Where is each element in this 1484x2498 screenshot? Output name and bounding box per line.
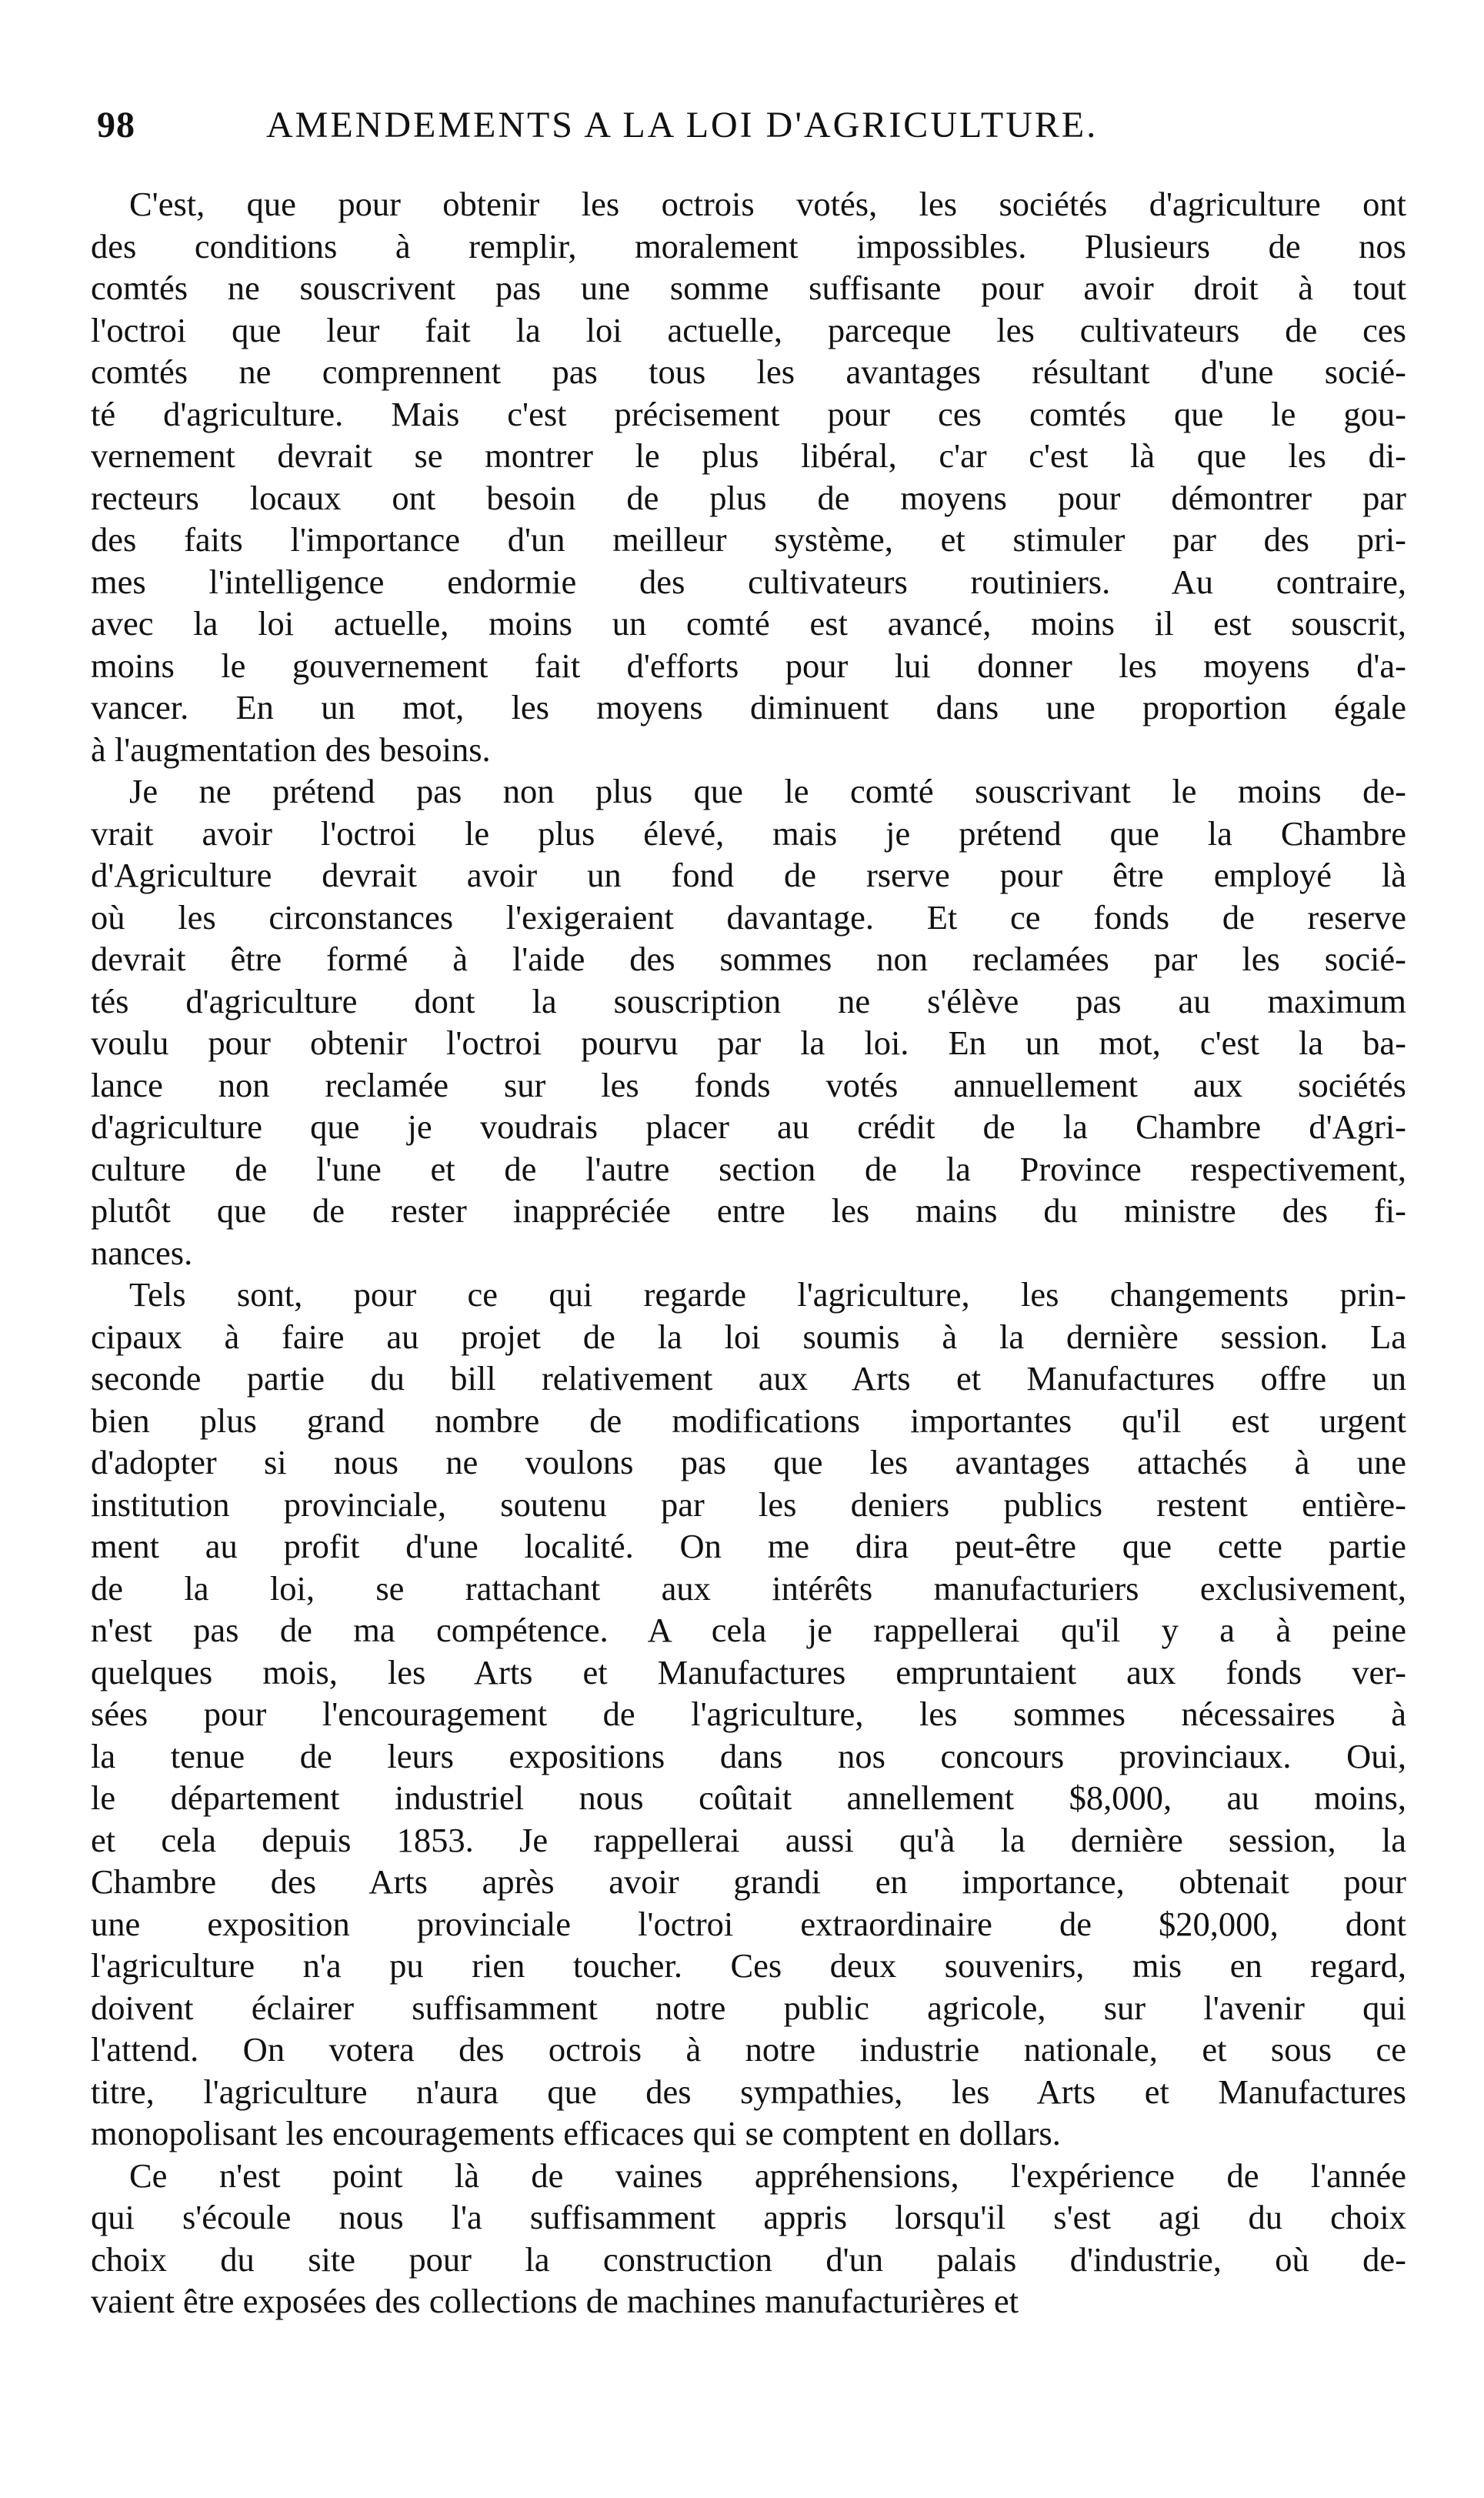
paragraph	[91, 770, 1406, 1274]
text-line: nances.	[91, 1233, 193, 1272]
text-line: d'adopter si nous ne voulons pas que les avantages attachés à une	[91, 1443, 1406, 1481]
text-line: Tels sont, pour ce qui regarde l'agriculture, les changements prin-	[129, 1275, 1406, 1314]
body-text	[91, 183, 1406, 2323]
text-line: recteurs locaux ont besoin de plus de moyens pour démontrer par	[91, 478, 1406, 517]
text-line: moins le gouvernement fait d'efforts pour lui donner les moyens d'a-	[91, 646, 1406, 685]
text-line: seconde partie du bill relativement aux Arts et Manufactures offre un	[91, 1359, 1406, 1398]
text-line: titre, l'agriculture n'aura que des sympathies, les Arts et Manufactures	[91, 2072, 1406, 2111]
running-header	[97, 104, 1405, 158]
text-line: la tenue de leurs expositions dans nos concours provinciaux. Oui,	[91, 1736, 1406, 1775]
text-line: l'attend. On votera des octrois à notre industrie nationale, et sous ce	[91, 2030, 1406, 2069]
page-number: 98	[97, 105, 135, 145]
text-line: culture de l'une et de l'autre section de la Province respectivement,	[91, 1149, 1406, 1188]
text-line: choix du site pour la construction d'un palais d'industrie, où de-	[91, 2239, 1406, 2279]
text-line: té d'agriculture. Mais c'est précisement pour ces comtés que le gou-	[91, 394, 1406, 433]
text-line: avec la loi actuelle, moins un comté est avancé, moins il est souscrit,	[91, 604, 1406, 643]
paragraph	[91, 1274, 1406, 2155]
text-line: des faits l'importance d'un meilleur système, et stimuler par des pri-	[91, 520, 1406, 559]
text-line: l'octroi que leur fait la loi actuelle, parceque les cultivateurs de ces	[91, 310, 1406, 349]
text-line: vancer. En un mot, les moyens diminuent dans une proportion égale	[91, 688, 1406, 726]
text-line: qui s'écoule nous l'a suffisamment appris lorsqu'il s'est agi du choix	[91, 2198, 1406, 2236]
text-line: doivent éclairer suffisamment notre public agricole, sur l'avenir qui	[91, 1988, 1406, 2027]
text-line: à l'augmentation des besoins.	[91, 730, 491, 769]
text-line: lance non reclamée sur les fonds votés annuellement aux sociétés	[91, 1065, 1406, 1104]
text-line: comtés ne souscrivent pas une somme suffisante pour avoir droit à tout	[91, 269, 1406, 307]
text-line: de la loi, se rattachant aux intérêts manufacturiers exclusivement,	[91, 1568, 1406, 1608]
text-line: devrait être formé à l'aide des sommes non reclamées par les socié-	[91, 940, 1406, 978]
text-line: où les circonstances l'exigeraient davantage. Et ce fonds de reserve	[91, 897, 1406, 937]
text-line: d'agriculture que je voudrais placer au crédit de la Chambre d'Agri-	[91, 1107, 1406, 1146]
text-line: vrait avoir l'octroi le plus élevé, mais je prétend que la Chambre	[91, 813, 1406, 853]
text-line: Ce n'est point là de vaines appréhensions, l'expérience de l'année	[129, 2156, 1406, 2195]
text-line: Je ne prétend pas non plus que le comté souscrivant le moins de-	[129, 772, 1406, 810]
text-line: des conditions à remplir, moralement impossibles. Plusieurs de nos	[91, 226, 1406, 265]
text-line: C'est, que pour obtenir les octrois votés, les sociétés d'agriculture ont	[129, 185, 1406, 223]
text-line: vaient être exposées des collections de machines manufacturières et	[91, 2282, 1019, 2320]
text-line: n'est pas de ma compétence. A cela je rappellerai qu'il y a à peine	[91, 1611, 1406, 1649]
text-line: Chambre des Arts après avoir grandi en importance, obtenait pour	[91, 1862, 1406, 1901]
text-line: monopolisant les encouragements efficaces qui se comptent en dollars.	[91, 2114, 1061, 2152]
book-page	[91, 0, 1406, 2498]
text-line: mes l'intelligence endormie des cultivateurs routiniers. Au contraire,	[91, 562, 1406, 601]
text-line: vernement devrait se montrer le plus libéral, c'ar c'est là que les di-	[91, 436, 1406, 475]
text-line: voulu pour obtenir l'octroi pourvu par la loi. En un mot, c'est la ba-	[91, 1024, 1406, 1062]
text-line: le département industriel nous coûtait annellement $8,000, au moins,	[91, 1778, 1406, 1817]
text-line: une exposition provinciale l'octroi extraordinaire de $20,000, dont	[91, 1904, 1406, 1943]
text-line: comtés ne comprennent pas tous les avantages résultant d'une socié-	[91, 352, 1406, 391]
text-line: tés d'agriculture dont la souscription ne s'élève pas au maximum	[91, 981, 1406, 1020]
paragraph	[91, 183, 1406, 770]
paragraph	[91, 2155, 1406, 2323]
text-line: quelques mois, les Arts et Manufactures empruntaient aux fonds ver-	[91, 1652, 1406, 1691]
text-line: l'agriculture n'a pu rien toucher. Ces deux souvenirs, mis en regard,	[91, 1946, 1406, 1985]
text-line: et cela depuis 1853. Je rappellerai aussi qu'à la dernière session, la	[91, 1820, 1406, 1859]
text-line: institution provinciale, soutenu par les deniers publics restent entière-	[91, 1484, 1406, 1524]
text-line: plutôt que de rester inappréciée entre les mains du ministre des fi-	[91, 1191, 1406, 1230]
text-line: d'Agriculture devrait avoir un fond de rserve pour être employé là	[91, 856, 1406, 894]
running-title: AMENDEMENTS A LA LOI D'AGRICULTURE.	[266, 105, 1099, 145]
text-line: ment au profit d'une localité. On me dira peut-être que cette partie	[91, 1527, 1406, 1565]
text-line: sées pour l'encouragement de l'agriculture, les sommes nécessaires à	[91, 1695, 1406, 1733]
text-line: cipaux à faire au projet de la loi soumis à la dernière session. La	[91, 1317, 1406, 1356]
text-line: bien plus grand nombre de modifications importantes qu'il est urgent	[91, 1401, 1406, 1440]
